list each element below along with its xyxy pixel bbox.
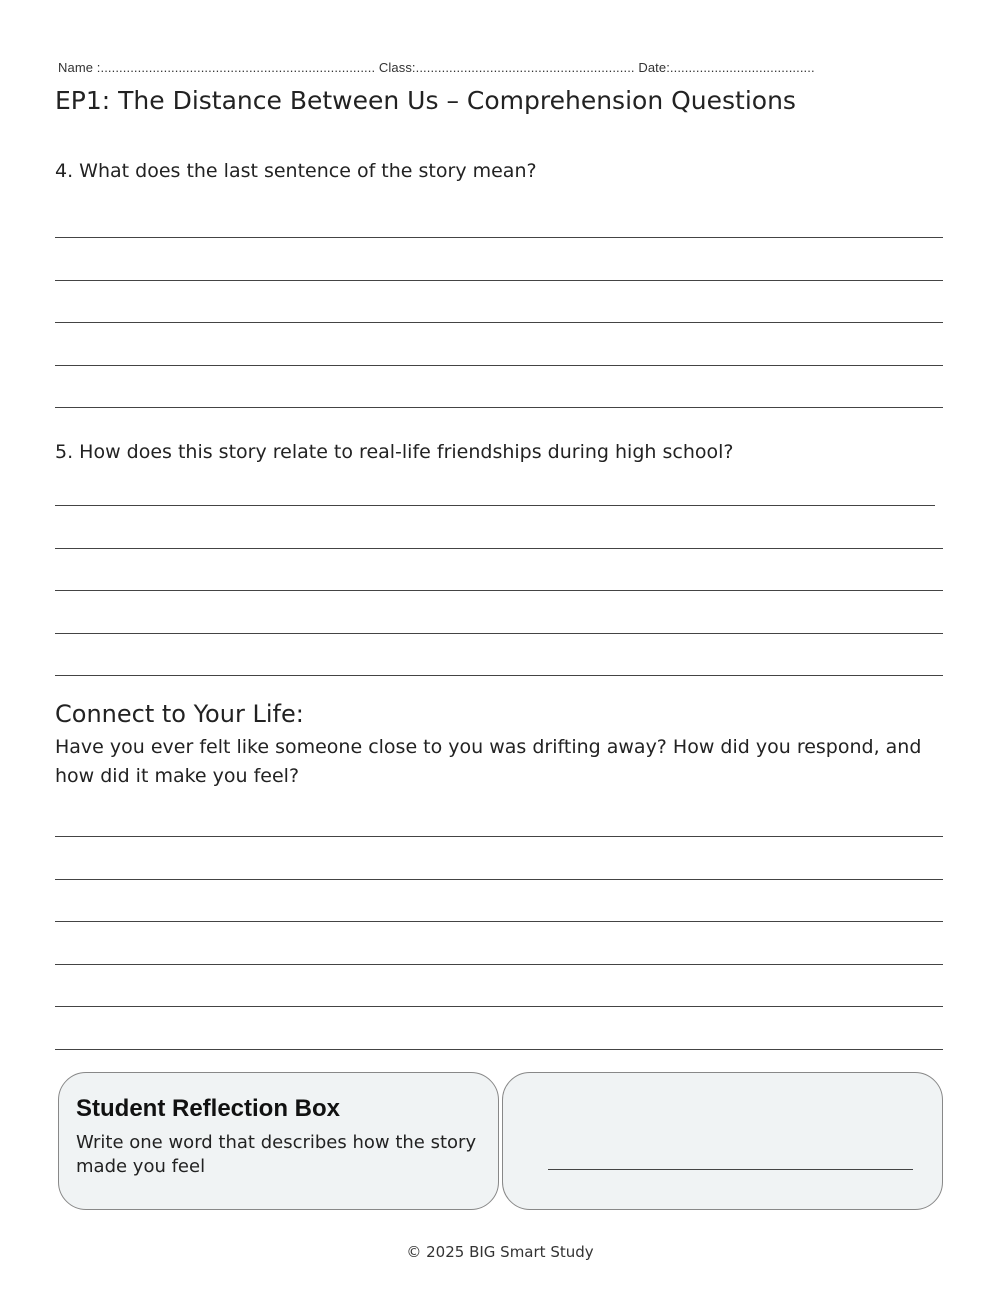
answer-line[interactable] — [55, 237, 943, 238]
answer-line[interactable] — [55, 633, 943, 634]
reflection-answer-box — [502, 1072, 943, 1210]
class-field: Class:........................................................... — [378, 60, 635, 75]
answer-line[interactable] — [55, 322, 943, 323]
answer-line[interactable] — [55, 590, 943, 591]
question-5: 5. How does this story relate to real-life friendships during high school? — [55, 441, 734, 463]
answer-line[interactable] — [55, 964, 943, 965]
answer-line[interactable] — [55, 879, 943, 880]
answer-line[interactable] — [55, 548, 943, 549]
reflection-answer-line[interactable] — [548, 1169, 913, 1170]
reflection-prompt: Write one word that describes how the story made you feel — [76, 1132, 477, 1177]
answer-line[interactable] — [55, 1006, 943, 1007]
reflection-box — [58, 1072, 499, 1210]
header-fields — [58, 60, 815, 75]
answer-line[interactable] — [55, 407, 943, 408]
answer-line[interactable] — [55, 280, 943, 281]
name-field: Name :.......................................................................... — [58, 60, 376, 75]
reflection-title: Student Reflection Box — [76, 1095, 341, 1122]
date-field: Date:....................................... — [638, 60, 815, 75]
answer-line[interactable] — [55, 365, 943, 366]
answer-line[interactable] — [55, 921, 943, 922]
connect-prompt: Have you ever felt like someone close to you was drifting away? How did you respond, and how did it make you feel? — [55, 736, 922, 787]
answer-line[interactable] — [55, 675, 943, 676]
answer-line[interactable] — [55, 505, 935, 506]
question-4: 4. What does the last sentence of the story mean? — [55, 160, 537, 182]
connect-heading: Connect to Your Life: — [55, 700, 304, 728]
answer-line[interactable] — [55, 1049, 943, 1050]
footer-copyright: © 2025 BIG Smart Study — [406, 1243, 594, 1261]
answer-line[interactable] — [55, 836, 943, 837]
page-title: EP1: The Distance Between Us – Comprehension Questions — [55, 86, 796, 115]
